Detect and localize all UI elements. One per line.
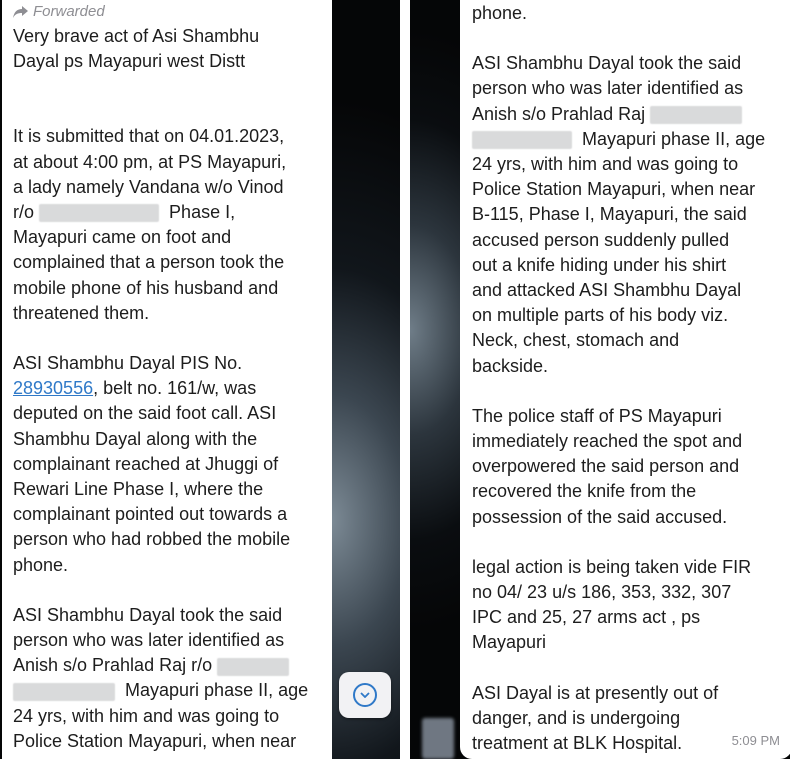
text-fragment: Phase I, <box>169 202 236 223</box>
text-line: complainant reached at Jhuggi of <box>13 453 279 474</box>
text-line: Police Station Mayapuri, when near <box>13 730 297 751</box>
text-line: treatment at BLK Hospital. <box>472 733 683 754</box>
paragraph-deputed <box>13 351 322 578</box>
redacted-address <box>472 131 572 149</box>
message-bubble-right[interactable] <box>460 0 790 759</box>
title-line: Very brave act of Asi Shambhu <box>13 26 260 46</box>
text-fragment: Mayapuri phase II, age <box>125 680 309 701</box>
redacted-address <box>217 658 289 676</box>
sender-avatar <box>422 718 454 759</box>
text-line: recovered the knife from the <box>472 481 697 502</box>
text-line: mobile phone of his husband and <box>13 277 279 298</box>
text-line: out a knife hiding under his shirt <box>472 254 727 275</box>
text-line: deputed on the said foot call. ASI <box>13 403 277 424</box>
text-line: ASI Shambhu Dayal took the said <box>472 53 742 74</box>
text-line: immediately reached the spot and <box>472 431 743 452</box>
text-line: B-115, Phase I, Mayapuri, the said <box>472 204 747 225</box>
text-line: phone. <box>13 554 69 575</box>
forwarded-indicator <box>13 0 322 24</box>
message-title <box>13 24 322 74</box>
text-line: The police staff of PS Mayapuri <box>472 405 722 426</box>
redacted-address <box>39 204 159 222</box>
text-line: complained that a person took the <box>13 252 285 273</box>
text-line: ASI Shambhu Dayal took the said <box>13 604 283 625</box>
forwarded-label: Forwarded <box>33 3 105 20</box>
text-line <box>472 102 782 127</box>
text-line: possession of the said accused. <box>472 506 728 527</box>
text-line: backside. <box>472 355 549 376</box>
text-line: phone. <box>472 3 528 23</box>
paragraph-overpowered <box>472 404 782 530</box>
text-line: danger, and is undergoing <box>472 707 681 728</box>
text-line: person who had robbed the mobile <box>13 529 291 550</box>
text-line: IPC and 25, 27 arms act , ps <box>472 607 701 628</box>
text-line: It is submitted that on 04.01.2023, <box>13 126 285 147</box>
text-line: person who was later identified as <box>13 630 285 651</box>
text-line: legal action is being taken vide FIR <box>472 556 752 577</box>
text-line: Mayapuri <box>472 632 547 653</box>
text-fragment: Anish s/o Prahlad Raj <box>472 103 646 124</box>
text-line: Shambhu Dayal along with the <box>13 428 258 449</box>
right-screenshot <box>410 0 790 759</box>
text-fragment: Mayapuri phase II, age <box>582 128 766 149</box>
redacted-address <box>13 683 115 701</box>
text-line <box>472 127 782 152</box>
chevron-down-circle-icon <box>353 683 377 707</box>
text-line: Neck, chest, stomach and <box>472 330 680 351</box>
text-line: 24 yrs, with him and was going to <box>13 705 280 726</box>
text-line: 24 yrs, with him and was going to <box>472 154 739 175</box>
paragraph-identified <box>13 603 322 754</box>
message-timestamp: 5:09 PM <box>731 732 780 748</box>
paragraph-legal-action <box>472 555 782 656</box>
text-line: and attacked ASI Shambhu Dayal <box>472 280 742 301</box>
text-line: a lady namely Vandana w/o Vinod <box>13 176 284 197</box>
forward-arrow-icon <box>13 6 28 18</box>
text-line: at about 4:00 pm, at PS Mayapuri, <box>13 151 287 172</box>
paragraph-incident <box>13 124 322 326</box>
text-line: ASI Shambhu Dayal PIS No. <box>13 353 243 374</box>
text-fragment: r/o <box>13 202 35 223</box>
text-line: Mayapuri came on foot and <box>13 227 232 248</box>
title-line: Dayal ps Mayapuri west Distt <box>13 51 246 72</box>
pis-number-link[interactable]: 28930556 <box>13 378 94 399</box>
redacted-address <box>650 106 742 124</box>
text-line <box>13 200 322 225</box>
text-line: on multiple parts of his body viz. <box>472 305 729 326</box>
text-line: overpowered the said person and <box>472 456 740 477</box>
scroll-to-bottom-button[interactable] <box>339 672 391 718</box>
text-fragment: Anish s/o Prahlad Raj r/o <box>13 655 213 676</box>
text-line: no 04/ 23 u/s 186, 353, 332, 307 <box>472 582 732 603</box>
text-line: accused person suddenly pulled <box>472 229 730 250</box>
text-line: Police Station Mayapuri, when near <box>472 179 756 200</box>
text-line: complainant pointed out towards a <box>13 504 288 525</box>
text-line: person who was later identified as <box>472 78 744 99</box>
text-fragment: , belt no. 161/w, was <box>93 378 257 399</box>
text-line: threatened them. <box>13 302 150 323</box>
text-line <box>13 376 322 401</box>
text-line: Rewari Line Phase I, where the <box>13 479 264 500</box>
text-line <box>13 653 322 678</box>
text-line <box>13 678 322 703</box>
text-line: ASI Dayal is at presently out of <box>472 682 719 703</box>
paragraph-identified <box>472 51 782 379</box>
message-bubble-left[interactable] <box>2 0 332 759</box>
